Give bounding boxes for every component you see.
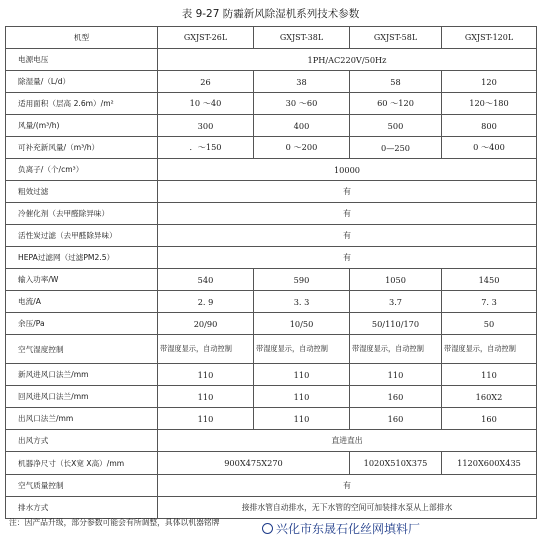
row-label: HEPA过滤网（过滤PM2.5） [6, 247, 158, 269]
cell: 1120X600X435 [442, 452, 537, 475]
cell: 110 [158, 364, 254, 386]
cell: 0—250 [350, 137, 442, 159]
cell: 110 [254, 408, 350, 430]
cell: 1020X510X375 [350, 452, 442, 475]
carbon-value: 有 [158, 225, 537, 247]
row-label: 余压/Pa [6, 313, 158, 335]
row-label: 负离子/（个/cm³） [6, 159, 158, 181]
cell: 160 [442, 408, 537, 430]
table-header-row [6, 27, 537, 49]
table-row-returnflange [6, 386, 537, 408]
cell: 26 [158, 71, 254, 93]
cell: 110 [442, 364, 537, 386]
model-58l: GXJST-58L [350, 27, 442, 49]
cell: 540 [158, 269, 254, 291]
cell: 900X475X270 [158, 452, 350, 475]
cell: 50/110/170 [350, 313, 442, 335]
cell: 60 ～120 [350, 93, 442, 115]
row-label: 回风进风口法兰/mm [6, 386, 158, 408]
cell: 500 [350, 115, 442, 137]
table-row-dehum [6, 71, 537, 93]
row-label: 冷催化剂（去甲醛除异味） [6, 203, 158, 225]
cell: 110 [158, 386, 254, 408]
row-label: 活性炭过滤（去甲醛除异味） [6, 225, 158, 247]
row-label: 除湿量/（L/d） [6, 71, 158, 93]
cell: 400 [254, 115, 350, 137]
catalyst-value: 有 [158, 203, 537, 225]
watermark-text: 兴化市东晟石化丝网填料厂 [276, 522, 421, 536]
watermark [258, 520, 424, 537]
table-row-humctrl [6, 335, 537, 364]
table-row-freshflange [6, 364, 537, 386]
hepa-value: 有 [158, 247, 537, 269]
table-row-pressure [6, 313, 537, 335]
table-row-ions [6, 159, 537, 181]
power-value: 1PH/AC220V/50Hz [158, 49, 537, 71]
cell: 20/90 [158, 313, 254, 335]
cell: 590 [254, 269, 350, 291]
cell: 3.7 [350, 291, 442, 313]
table-row-fresh [6, 137, 537, 159]
cell: 58 [350, 71, 442, 93]
footnote: 注：因产品升级，部分参数可能会有所调整，具体以机器铭牌 [9, 518, 220, 527]
cell: 160 [350, 408, 442, 430]
row-label: 排水方式 [6, 497, 158, 519]
cell: 带湿度显示，自动控制 [158, 335, 254, 364]
row-label: 新风进风口法兰/mm [6, 364, 158, 386]
cell: 160 [350, 386, 442, 408]
cell: 2. 9 [158, 291, 254, 313]
cell: 110 [254, 364, 350, 386]
cell: 0 ～200 [254, 137, 350, 159]
spec-table [5, 26, 537, 519]
row-label: 机器净尺寸（长X宽 X高）/mm [6, 452, 158, 475]
cell: 10 ～40 [158, 93, 254, 115]
table-row-input [6, 269, 537, 291]
drain-value: 接排水管自动排水，无下水管的空间可加装排水泵从上部排水 [158, 497, 537, 519]
cell: 10/50 [254, 313, 350, 335]
table-row-drain [6, 497, 537, 519]
cell: ．～150 [158, 137, 254, 159]
row-label: 适用面积（层高 2.6m）/m² [6, 93, 158, 115]
table-row-outmode [6, 430, 537, 452]
table-row-carbon [6, 225, 537, 247]
row-label: 电源电压 [6, 49, 158, 71]
header-label: 机型 [6, 27, 158, 49]
cell: 1450 [442, 269, 537, 291]
cell: 30 ～60 [254, 93, 350, 115]
row-label: 风量/(m³/h) [6, 115, 158, 137]
table-row-area [6, 93, 537, 115]
cell: 110 [254, 386, 350, 408]
table-row-size [6, 452, 537, 475]
table-row-qualctrl [6, 475, 537, 497]
cell: 120～180 [442, 93, 537, 115]
cell: 50 [442, 313, 537, 335]
cell: 3. 3 [254, 291, 350, 313]
watermark-logo-icon [262, 523, 273, 534]
cell: 带湿度显示，自动控制 [350, 335, 442, 364]
ions-value: 10000 [158, 159, 537, 181]
row-label: 粗效过滤 [6, 181, 158, 203]
cell: 160X2 [442, 386, 537, 408]
row-label: 出风方式 [6, 430, 158, 452]
coarse-value: 有 [158, 181, 537, 203]
cell: 1050 [350, 269, 442, 291]
table-row-power [6, 49, 537, 71]
row-label: 电流/A [6, 291, 158, 313]
cell: 0 ～400 [442, 137, 537, 159]
cell: 300 [158, 115, 254, 137]
model-120l: GXJST-120L [442, 27, 537, 49]
table-title: 表 9-27 防霾新风除湿机系列技术参数 [181, 8, 360, 20]
outmode-value: 直进直出 [158, 430, 537, 452]
table-row-outflange [6, 408, 537, 430]
cell: 7. 3 [442, 291, 537, 313]
qualctrl-value: 有 [158, 475, 537, 497]
row-label: 空气湿度控制 [6, 335, 158, 364]
row-label: 出风口法兰/mm [6, 408, 158, 430]
row-label: 可补充新风量/（m³/h） [6, 137, 158, 159]
cell: 110 [158, 408, 254, 430]
row-label: 输入功率/W [6, 269, 158, 291]
table-row-airflow [6, 115, 537, 137]
cell: 38 [254, 71, 350, 93]
table-row-coarse [6, 181, 537, 203]
cell: 带湿度显示，自动控制 [442, 335, 537, 364]
cell: 800 [442, 115, 537, 137]
table-row-hepa [6, 247, 537, 269]
table-row-current [6, 291, 537, 313]
cell: 带湿度显示，自动控制 [254, 335, 350, 364]
cell: 120 [442, 71, 537, 93]
table-row-catalyst [6, 203, 537, 225]
model-26l: GXJST-26L [158, 27, 254, 49]
cell: 110 [350, 364, 442, 386]
model-38l: GXJST-38L [254, 27, 350, 49]
row-label: 空气质量控制 [6, 475, 158, 497]
